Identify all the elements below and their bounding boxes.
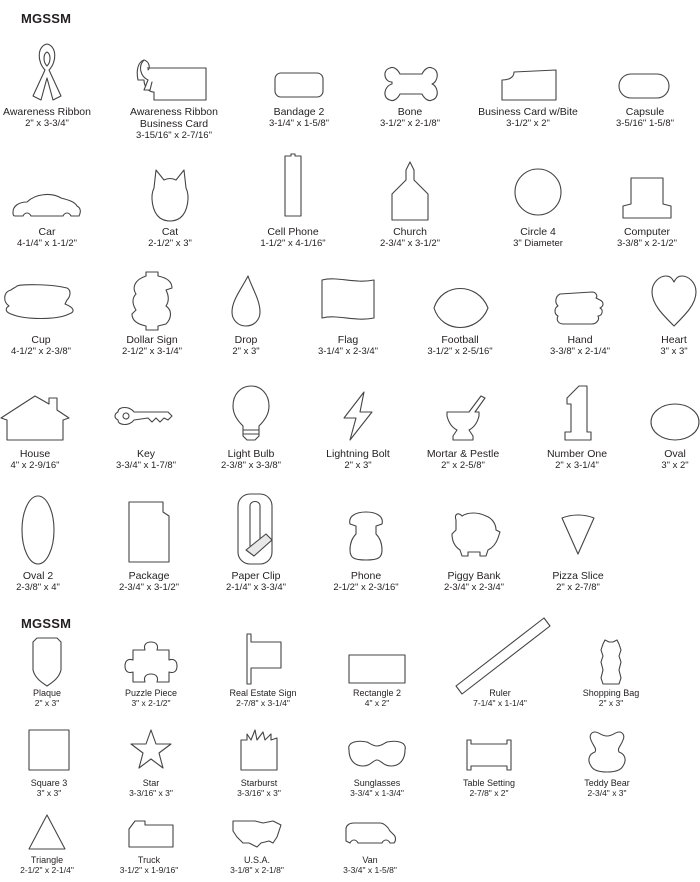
shape-size: 3-1/8" x 2-1/8"	[230, 865, 284, 875]
shape-card-cell-phone	[233, 160, 353, 249]
shape-card-house	[0, 382, 95, 471]
shape-card-package	[89, 490, 209, 593]
shape-card-bandage-2	[239, 40, 359, 129]
shape-card-awareness-ribbon	[0, 40, 107, 129]
shape-card-oval	[615, 382, 700, 471]
shape-name: Starburst	[240, 778, 278, 788]
phone-icon	[306, 490, 426, 568]
shape-size: 2" x 3"	[34, 698, 60, 708]
shape-name: Piggy Bank	[447, 570, 501, 582]
shape-card-phone	[306, 490, 426, 593]
church-icon	[350, 160, 470, 224]
light-bulb-icon	[191, 382, 311, 446]
shape-name: Drop	[234, 334, 258, 346]
shape-size: 2" x 3-1/4"	[555, 460, 599, 471]
shape-name: Plaque	[32, 688, 62, 698]
mortar-pestle-icon	[403, 382, 523, 446]
shape-name: Business Card w/Bite	[478, 106, 578, 118]
star-icon	[91, 724, 211, 776]
shape-name: House	[19, 448, 51, 460]
shape-name: Heart	[661, 334, 687, 346]
shape-size: 3-3/16" x 3"	[237, 788, 281, 798]
shape-size: 2-3/8" x 4"	[16, 582, 60, 593]
shape-name: Capsule	[625, 106, 665, 118]
shape-name: Computer	[623, 226, 671, 238]
shape-card-ruler	[440, 630, 560, 708]
shape-size: 3-3/4" x 1-5/8"	[343, 865, 397, 875]
shape-size: 3-3/8" x 2-1/4"	[549, 346, 611, 357]
shape-card-circle-4	[478, 160, 598, 249]
shape-card-usa	[197, 811, 317, 875]
usa-icon	[197, 811, 317, 853]
teddy-bear-icon	[547, 724, 667, 776]
shape-size: 2-1/2" x 2-3/16"	[333, 582, 399, 593]
shape-card-mortar-pestle	[403, 382, 523, 471]
shape-name: Number One	[546, 448, 608, 460]
shape-size: 2-3/4" x 3-1/2"	[379, 238, 441, 249]
shape-size: 2-1/2" x 3-1/4"	[121, 346, 183, 357]
cup-icon	[0, 268, 101, 332]
shape-card-shopping-bag	[551, 630, 671, 708]
key-icon	[86, 382, 206, 446]
shape-size: 2" x 3-3/4"	[25, 118, 69, 129]
shape-name: Teddy Bear	[584, 778, 630, 788]
shape-size: 2-1/4" x 3-3/4"	[225, 582, 287, 593]
shape-size: 3-15/16" x 2-7/16"	[136, 130, 212, 141]
shape-card-cup	[0, 268, 101, 357]
starburst-icon	[199, 724, 319, 776]
shape-size: 4" x 2-9/16"	[10, 460, 60, 471]
shape-size: 3-1/2" x 1-9/16"	[119, 865, 179, 875]
shape-size: 3" x 3"	[36, 788, 62, 798]
shape-size: 3" Diameter	[513, 238, 563, 249]
shape-size: 2-7/8" x 3-1/4"	[236, 698, 290, 708]
shape-size: 2-1/2" x 3"	[148, 238, 192, 249]
shape-size: 2-1/2" x 2-1/4"	[20, 865, 74, 875]
shape-size: 2-7/8" x 2"	[469, 788, 509, 798]
shape-name: Truck	[137, 855, 161, 865]
cat-icon	[110, 160, 230, 224]
shape-size: 4-1/4" x 1-1/2"	[16, 238, 78, 249]
computer-icon	[587, 160, 700, 224]
capsule-icon	[585, 40, 700, 104]
shape-card-pizza-slice	[518, 490, 638, 593]
house-icon	[0, 382, 95, 446]
shape-card-table-setting	[429, 724, 549, 798]
shape-name: Ruler	[489, 688, 511, 698]
shape-name: Circle 4	[520, 226, 556, 238]
shape-name: Cell Phone	[267, 226, 319, 238]
shape-card-oval-2	[0, 490, 98, 593]
shape-size: 3" x 2-1/2"	[131, 698, 171, 708]
oval-icon	[615, 382, 700, 446]
truck-icon	[89, 811, 209, 853]
ruler-icon	[440, 630, 560, 686]
shape-name: Football	[441, 334, 479, 346]
shape-size: 4" x 2"	[364, 698, 390, 708]
shape-name: Van	[362, 855, 378, 865]
real-estate-sign-icon	[203, 630, 323, 686]
shape-card-heart	[614, 268, 700, 357]
piggy-bank-icon	[414, 490, 534, 568]
shape-card-awareness-ribbon-business-card	[114, 40, 234, 141]
business-card-bite-icon	[468, 40, 588, 104]
shopping-bag-icon	[551, 630, 671, 686]
shape-card-teddy-bear	[547, 724, 667, 798]
rectangle-icon	[317, 630, 437, 686]
shape-card-light-bulb	[191, 382, 311, 471]
shape-name: Bandage 2	[273, 106, 325, 118]
circle-icon	[478, 160, 598, 224]
shape-name: U.S.A.	[243, 855, 270, 865]
shape-size: 7-1/4" x 1-1/4"	[473, 698, 527, 708]
shape-card-rectangle-2	[317, 630, 437, 708]
shape-name: Awareness Ribbon	[3, 106, 91, 118]
shape-size: 1-1/2" x 4-1/16"	[260, 238, 326, 249]
shape-card-truck	[89, 811, 209, 875]
shape-size: 2-3/4" x 3-1/2"	[118, 582, 180, 593]
shape-name: Triangle	[30, 855, 64, 865]
shape-size: 3-1/4" x 1-5/8"	[268, 118, 330, 129]
cell-phone-icon	[233, 160, 353, 224]
shape-size: 3-1/2" x 2-5/16"	[427, 346, 493, 357]
shape-size: 3" x 2"	[661, 460, 689, 471]
shape-name: Star	[142, 778, 160, 788]
shape-name: Light Bulb	[227, 448, 275, 460]
shape-card-business-card-bite	[468, 40, 588, 129]
shape-name: Hand	[567, 334, 593, 346]
shape-card-piggy-bank	[414, 490, 534, 593]
shape-name: Square 3	[30, 778, 68, 788]
shape-card-bone	[350, 40, 470, 129]
shape-name: Oval 2	[22, 570, 54, 582]
shape-name: Paper Clip	[231, 570, 281, 582]
shape-size: 4-1/2" x 2-3/8"	[10, 346, 72, 357]
ribbon-card-icon	[114, 40, 234, 104]
shape-card-star	[91, 724, 211, 798]
shape-size: 2-3/4" x 2-3/4"	[443, 582, 505, 593]
shape-name: Sunglasses	[353, 778, 401, 788]
shape-size: 3-1/2" x 2"	[506, 118, 550, 129]
lightning-bolt-icon	[298, 382, 418, 446]
shape-name: Shopping Bag	[582, 688, 640, 698]
shape-size: 2" x 3"	[344, 460, 372, 471]
shape-name: Key	[136, 448, 156, 460]
shape-card-football	[400, 268, 520, 357]
shape-card-lightning-bolt	[298, 382, 418, 471]
shape-name: Dollar Sign	[126, 334, 178, 346]
shape-card-cat	[110, 160, 230, 249]
shape-card-capsule	[585, 40, 700, 129]
shape-card-sunglasses	[317, 724, 437, 798]
shape-name: Real Estate Sign	[229, 688, 297, 698]
shape-card-church	[350, 160, 470, 249]
shape-size: 3" x 3"	[660, 346, 688, 357]
oval-2-icon	[0, 490, 98, 568]
table-setting-icon	[429, 724, 549, 776]
shape-card-paper-clip	[196, 490, 316, 593]
shape-name: Lightning Bolt	[326, 448, 390, 460]
shape-size: 3-5/16" 1-5/8"	[616, 118, 674, 129]
shape-name: Cat	[161, 226, 179, 238]
shape-size: 2-3/4" x 3"	[587, 788, 627, 798]
shape-name: Table Setting	[462, 778, 516, 788]
shape-name: Phone	[350, 570, 382, 582]
shape-card-computer	[587, 160, 700, 249]
shape-size: 3-3/4" x 1-7/8"	[115, 460, 177, 471]
shape-card-puzzle-piece	[91, 630, 211, 708]
shape-size: 2-3/8" x 3-3/8"	[220, 460, 282, 471]
shape-card-flag	[288, 268, 408, 357]
bone-icon	[350, 40, 470, 104]
shape-name: Puzzle Piece	[124, 688, 178, 698]
shape-name: Cup	[31, 334, 51, 346]
shape-name: Mortar & Pestle	[426, 448, 500, 460]
shape-name: Oval	[664, 448, 686, 460]
shape-name: Rectangle 2	[352, 688, 402, 698]
shape-name: Pizza Slice	[552, 570, 604, 582]
shape-name: Bone	[397, 106, 423, 118]
shape-card-van	[310, 811, 430, 875]
shape-size: 2" x 2-7/8"	[556, 582, 600, 593]
bandage-icon	[239, 40, 359, 104]
shape-card-real-estate-sign	[203, 630, 323, 708]
shape-size: 2" x 3"	[232, 346, 260, 357]
shape-size: 3-1/4" x 2-3/4"	[317, 346, 379, 357]
shape-size: 3-1/2" x 2-1/8"	[379, 118, 441, 129]
paper-clip-icon	[196, 490, 316, 568]
shape-size: 2" x 3"	[598, 698, 624, 708]
shape-card-car	[0, 160, 107, 249]
shape-name: Package	[128, 570, 170, 582]
shape-name: Church	[393, 226, 427, 238]
shape-name: Awareness Ribbon Business Card	[130, 106, 218, 130]
package-icon	[89, 490, 209, 568]
car-icon	[0, 160, 107, 224]
pizza-slice-icon	[518, 490, 638, 568]
shape-size: 3-3/16" x 3"	[129, 788, 173, 798]
ribbon-icon	[0, 40, 107, 104]
puzzle-piece-icon	[91, 630, 211, 686]
section-heading: MGSSM	[21, 11, 72, 26]
shape-size: 2" x 2-5/8"	[441, 460, 485, 471]
football-icon	[400, 268, 520, 332]
heart-icon	[614, 268, 700, 332]
shape-card-key	[86, 382, 206, 471]
shape-size: 3-3/8" x 2-1/2"	[616, 238, 678, 249]
shape-size: 3-3/4" x 1-3/4"	[350, 788, 404, 798]
shape-name: Car	[38, 226, 56, 238]
sunglasses-icon	[317, 724, 437, 776]
flag-icon	[288, 268, 408, 332]
shape-card-starburst	[199, 724, 319, 798]
van-icon	[310, 811, 430, 853]
section-heading: MGSSM	[21, 616, 72, 631]
shape-name: Flag	[337, 334, 359, 346]
